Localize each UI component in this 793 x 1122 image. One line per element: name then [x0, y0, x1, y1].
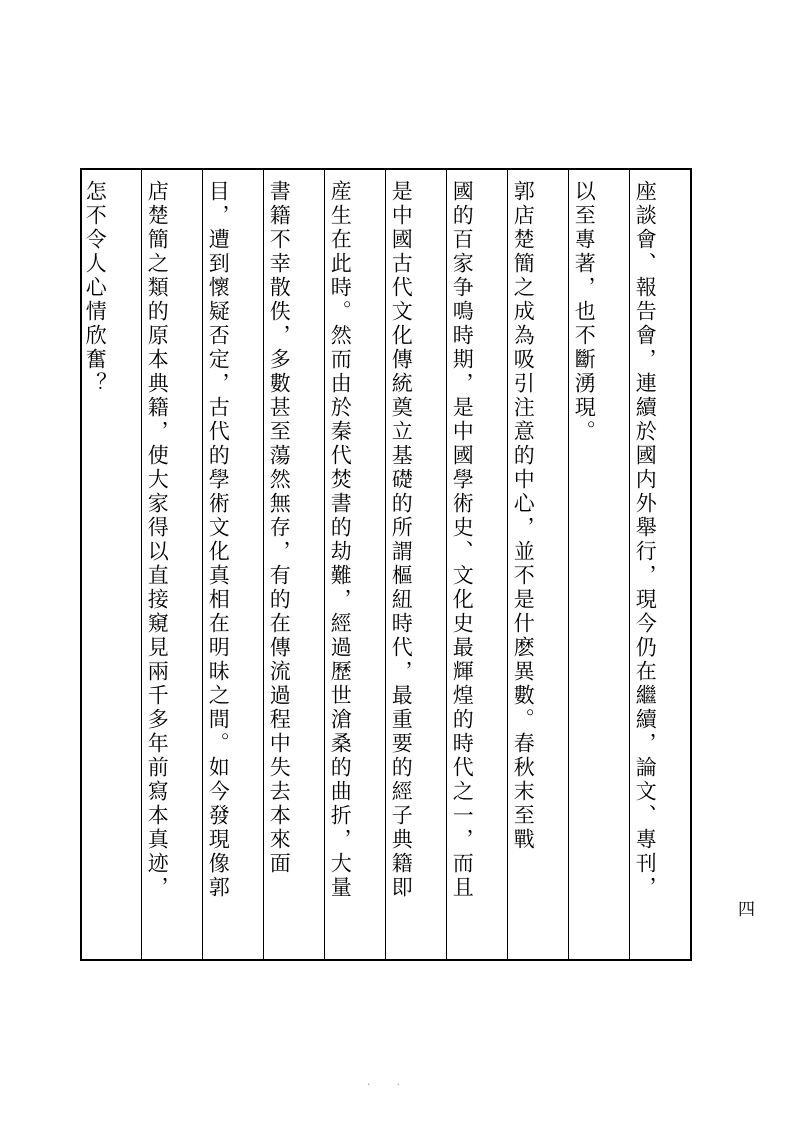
column-text: 怎不令人心情欣奮？	[83, 180, 108, 396]
column-text: 産生在此時。然而由於秦代焚書的劫難，經過歷世滄桑的曲折，大量	[328, 180, 353, 900]
vertical-text-frame	[80, 168, 692, 961]
text-column	[80, 170, 141, 959]
text-column	[629, 170, 690, 959]
column-text: 目，遭到懷疑否定，古代的學術文化真相在明昧之間。如今發現像郭	[206, 180, 231, 900]
text-column	[507, 170, 568, 959]
text-column	[202, 170, 263, 959]
text-column	[263, 170, 324, 959]
text-column	[324, 170, 385, 959]
footer-marks: ··	[367, 1078, 426, 1091]
column-text: 書籍不幸散佚，多數甚至蕩然無存，有的在傳流過程中失去本來面	[267, 180, 292, 876]
column-text: 店楚簡之類的原本典籍，使大家得以直接窺見兩千多年前寫本真迹，	[145, 180, 170, 900]
column-text: 國的百家争鳴時期，是中國學術史、文化史最輝煌的時代之一，而且	[450, 180, 475, 900]
text-column	[385, 170, 446, 959]
text-column	[568, 170, 629, 959]
column-text: 以至專著，也不斷湧現。	[572, 180, 597, 444]
text-column	[446, 170, 507, 959]
column-text: 是中國古代文化傳統奠立基礎的所謂樞紐時代，最重要的經子典籍即	[389, 180, 414, 900]
column-text: 郭店楚簡之成為吸引注意的中心，並不是什麽異數。春秋末至戰	[511, 180, 536, 852]
text-column	[141, 170, 202, 959]
page-number: 四	[734, 900, 754, 919]
column-text: 座談會、報告會，連續於國内外舉行，現今仍在繼續，論文、專刊，	[633, 180, 658, 900]
